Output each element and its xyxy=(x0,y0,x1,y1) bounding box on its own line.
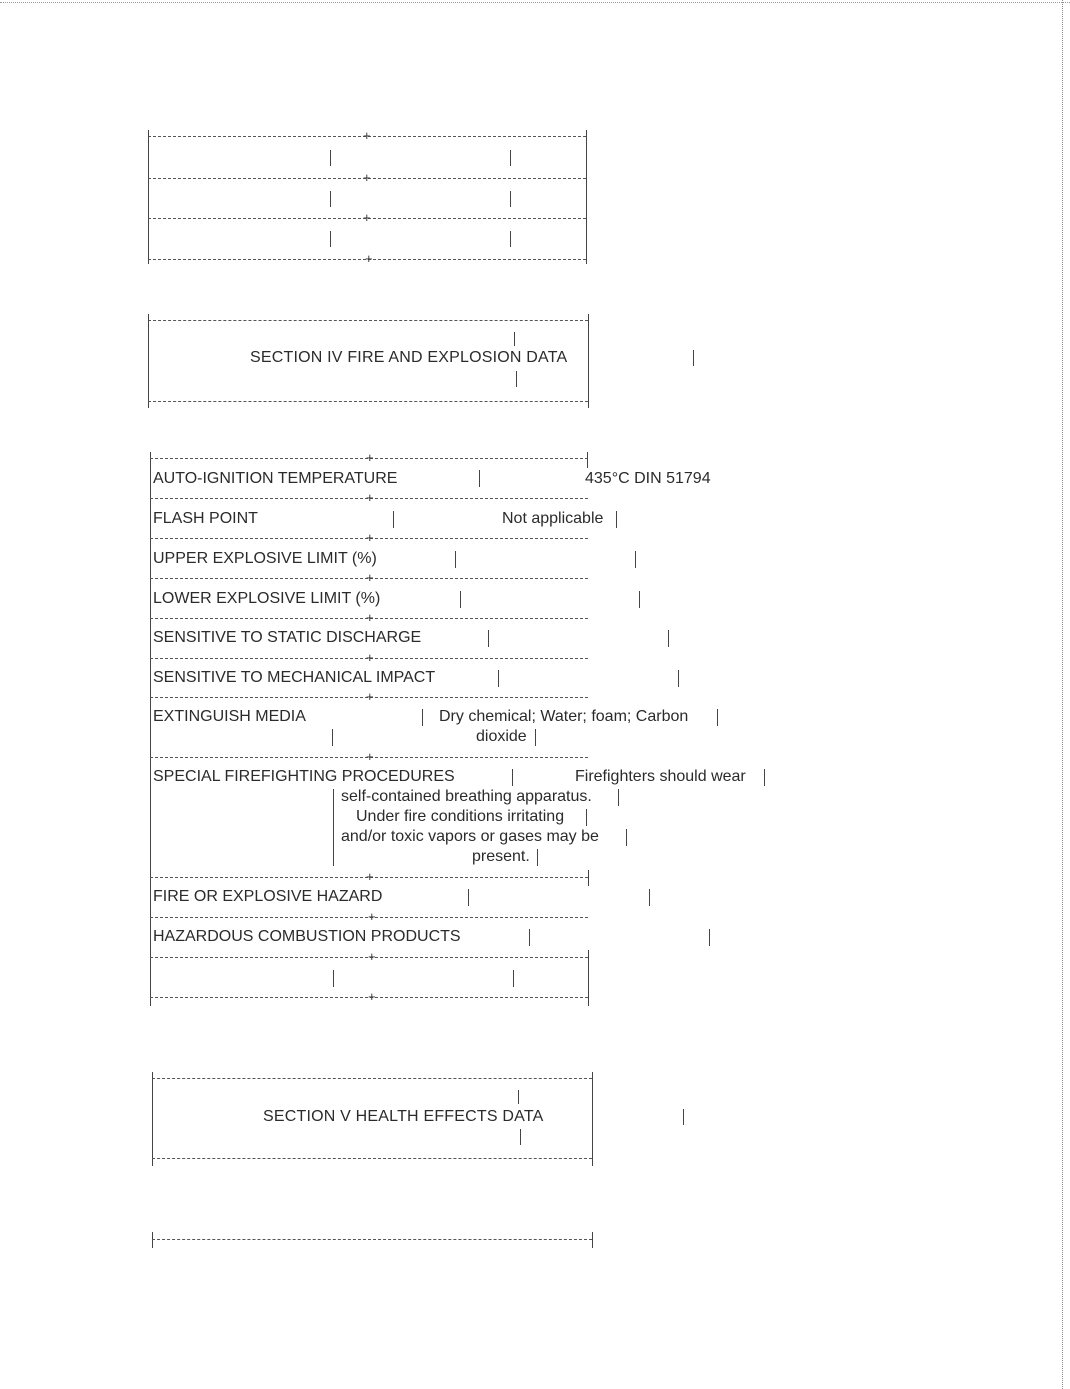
cell-divider xyxy=(693,350,694,366)
table-right-border xyxy=(588,314,589,408)
cell-divider xyxy=(498,670,499,687)
table-right-border xyxy=(592,1232,593,1248)
cell-divider xyxy=(626,829,627,846)
cell-divider xyxy=(460,591,461,608)
table-joint: + xyxy=(366,490,374,505)
cell-divider xyxy=(618,789,619,806)
cell-divider xyxy=(518,1090,519,1104)
table-left-border xyxy=(150,452,151,1006)
cell-divider xyxy=(455,551,456,568)
cell-divider xyxy=(639,591,640,608)
special-firefighting-value-line-2: self-contained breathing apparatus. xyxy=(341,788,592,805)
extinguish-media-value-line-1: Dry chemical; Water; foam; Carbon xyxy=(439,708,689,725)
lower-explosive-limit-label: LOWER EXPLOSIVE LIMIT (%) xyxy=(153,590,381,607)
cell-divider xyxy=(479,470,480,487)
cell-divider xyxy=(393,511,394,528)
table-joint: + xyxy=(366,749,374,764)
table-joint: + xyxy=(368,989,376,1004)
special-firefighting-value-line-5: present. xyxy=(472,848,530,865)
auto-ignition-label: AUTO-IGNITION TEMPERATURE xyxy=(153,470,398,487)
cell-divider xyxy=(529,929,530,946)
table-joint: + xyxy=(366,689,374,704)
cell-divider xyxy=(709,929,710,946)
extinguish-media-value-line-2: dioxide xyxy=(476,728,527,745)
static-discharge-label: SENSITIVE TO STATIC DISCHARGE xyxy=(153,629,422,646)
cell-divider xyxy=(333,789,334,866)
cell-divider xyxy=(510,231,511,247)
table-joint: + xyxy=(363,128,371,143)
table-right-border xyxy=(588,950,589,1006)
extinguish-media-label: EXTINGUISH MEDIA xyxy=(153,708,306,725)
cell-divider xyxy=(510,191,511,207)
table-left-border xyxy=(148,130,149,264)
table-left-border xyxy=(152,1072,153,1166)
table-right-border xyxy=(586,130,587,264)
cell-divider xyxy=(512,769,513,786)
cell-divider xyxy=(537,849,538,866)
upper-explosive-limit-label: UPPER EXPLOSIVE LIMIT (%) xyxy=(153,550,377,567)
table-rule xyxy=(148,320,588,321)
cell-divider xyxy=(422,709,423,726)
cell-divider xyxy=(330,231,331,247)
cell-divider xyxy=(514,332,515,346)
special-firefighting-value-line-3: Under fire conditions irritating xyxy=(356,808,565,825)
cell-divider xyxy=(333,970,334,987)
cell-divider xyxy=(616,511,617,528)
cell-divider xyxy=(586,809,587,826)
table-joint: + xyxy=(363,170,371,185)
special-firefighting-value-line-1: Firefighters should wear xyxy=(575,768,746,785)
cell-divider xyxy=(668,630,669,647)
table-joint: + xyxy=(366,450,374,465)
table-joint: + xyxy=(363,210,371,225)
cell-divider xyxy=(520,1129,521,1145)
cell-divider xyxy=(468,889,469,906)
cell-divider xyxy=(513,970,514,987)
scan-edge-right xyxy=(1062,0,1063,1389)
table-left-border xyxy=(152,1232,153,1248)
special-firefighting-label: SPECIAL FIREFIGHTING PROCEDURES xyxy=(153,768,455,785)
cell-divider xyxy=(330,191,331,207)
table-joint: + xyxy=(365,251,373,266)
cell-divider xyxy=(678,670,679,687)
auto-ignition-value: 435°C DIN 51794 xyxy=(585,470,711,487)
table-joint: + xyxy=(366,869,374,884)
table-right-border xyxy=(592,1072,593,1166)
table-rule xyxy=(148,401,588,402)
table-joint: + xyxy=(366,610,374,625)
cell-divider xyxy=(717,709,718,726)
cell-divider xyxy=(649,889,650,906)
hazardous-combustion-label: HAZARDOUS COMBUSTION PRODUCTS xyxy=(153,928,461,945)
cell-divider xyxy=(516,371,517,387)
cell-divider xyxy=(635,551,636,568)
table-rule xyxy=(152,1239,592,1240)
section-v-title: SECTION V HEALTH EFFECTS DATA xyxy=(263,1108,544,1125)
cell-divider xyxy=(488,630,489,647)
cell-divider xyxy=(683,1109,684,1125)
scan-edge-top xyxy=(0,2,1070,3)
special-firefighting-value-line-4: and/or toxic vapors or gases may be xyxy=(341,828,599,845)
mechanical-impact-label: SENSITIVE TO MECHANICAL IMPACT xyxy=(153,669,436,686)
table-joint: + xyxy=(368,909,376,924)
cell-divider xyxy=(535,729,536,746)
table-joint: + xyxy=(366,650,374,665)
fire-explosive-hazard-label: FIRE OR EXPLOSIVE HAZARD xyxy=(153,888,383,905)
flash-point-value: Not applicable xyxy=(502,510,604,527)
cell-divider xyxy=(587,452,588,468)
table-joint: + xyxy=(366,570,374,585)
table-left-border xyxy=(148,314,149,408)
table-joint: + xyxy=(366,530,374,545)
cell-divider xyxy=(330,150,331,166)
flash-point-label: FLASH POINT xyxy=(153,510,258,527)
table-rule xyxy=(152,1078,592,1079)
table-rule xyxy=(152,1158,592,1159)
table-joint: + xyxy=(368,949,376,964)
cell-divider xyxy=(764,769,765,786)
cell-divider xyxy=(588,870,589,886)
cell-divider xyxy=(332,729,333,746)
cell-divider xyxy=(510,150,511,166)
section-iv-title: SECTION IV FIRE AND EXPLOSION DATA xyxy=(250,349,568,366)
